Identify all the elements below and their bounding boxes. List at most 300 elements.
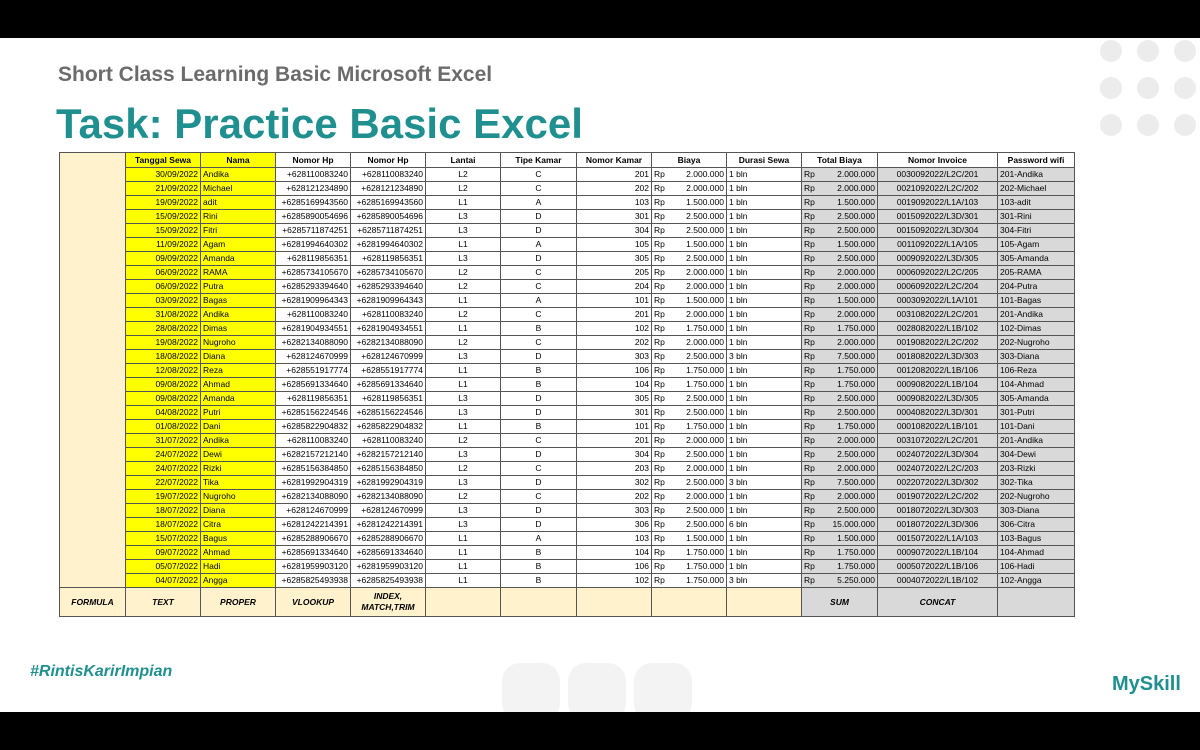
cell-tipe-kamar[interactable]: A	[501, 294, 577, 308]
cell-nomor-hp-2[interactable]: +6281959903120	[351, 560, 426, 574]
cell-biaya[interactable]	[652, 434, 727, 448]
cell-total-biaya[interactable]	[802, 504, 878, 518]
row-blank-cell[interactable]	[60, 392, 126, 406]
cell-nomor-invoice[interactable]: 0015072022/L1A/103	[878, 532, 998, 546]
cell-durasi-sewa[interactable]: 1 bln	[727, 182, 802, 196]
cell-nomor-hp[interactable]: +6282134088090	[276, 490, 351, 504]
cell-durasi-sewa[interactable]: 1 bln	[727, 448, 802, 462]
cell-nomor-hp[interactable]: +628119856351	[276, 392, 351, 406]
cell-password-wifi[interactable]: 102-Angga	[998, 574, 1075, 588]
cell-durasi-sewa[interactable]: 1 bln	[727, 168, 802, 182]
cell-nomor-hp-2[interactable]: +6281242214391	[351, 518, 426, 532]
cell-password-wifi[interactable]: 101-Dani	[998, 420, 1075, 434]
cell-nama[interactable]: Ahmad	[201, 378, 276, 392]
cell-nama[interactable]: Dimas	[201, 322, 276, 336]
cell-tanggal-sewa[interactable]: 09/09/2022	[126, 252, 201, 266]
cell-nomor-hp-2[interactable]: +628551917774	[351, 364, 426, 378]
cell-lantai[interactable]: L2	[426, 308, 501, 322]
cell-nama[interactable]: Diana	[201, 350, 276, 364]
cell-biaya[interactable]	[652, 196, 727, 210]
cell-tipe-kamar[interactable]: B	[501, 574, 577, 588]
cell-nomor-hp-2[interactable]: +628110083240	[351, 434, 426, 448]
cell-password-wifi[interactable]: 204-Putra	[998, 280, 1075, 294]
row-blank-cell[interactable]	[60, 532, 126, 546]
cell-nama[interactable]: Hadi	[201, 560, 276, 574]
cell-total-biaya[interactable]	[802, 322, 878, 336]
row-blank-cell[interactable]	[60, 168, 126, 182]
row-blank-cell[interactable]	[60, 420, 126, 434]
cell-nomor-hp[interactable]: +6285169943560	[276, 196, 351, 210]
cell-nomor-kamar[interactable]: 205	[577, 266, 652, 280]
cell-lantai[interactable]: L3	[426, 448, 501, 462]
cell-nama[interactable]: Citra	[201, 518, 276, 532]
cell-biaya[interactable]	[652, 448, 727, 462]
formula-password[interactable]	[998, 588, 1075, 617]
cell-total-biaya[interactable]	[802, 336, 878, 350]
formula-biaya[interactable]	[652, 588, 727, 617]
row-blank-cell[interactable]	[60, 364, 126, 378]
cell-biaya[interactable]	[652, 476, 727, 490]
cell-total-biaya[interactable]	[802, 434, 878, 448]
cell-nama[interactable]: Tika	[201, 476, 276, 490]
cell-tanggal-sewa[interactable]: 15/09/2022	[126, 210, 201, 224]
cell-total-biaya[interactable]	[802, 420, 878, 434]
cell-total-biaya[interactable]	[802, 476, 878, 490]
cell-nomor-hp[interactable]: +6281242214391	[276, 518, 351, 532]
row-blank-cell[interactable]	[60, 266, 126, 280]
header-durasi-sewa[interactable]: Durasi Sewa	[727, 153, 802, 168]
cell-nomor-hp-2[interactable]: +6281904934551	[351, 322, 426, 336]
cell-nomor-kamar[interactable]: 104	[577, 378, 652, 392]
formula-nama[interactable]: PROPER	[201, 588, 276, 617]
cell-tipe-kamar[interactable]: D	[501, 406, 577, 420]
header-nomor-kamar[interactable]: Nomor Kamar	[577, 153, 652, 168]
cell-nomor-hp[interactable]: +6285293394640	[276, 280, 351, 294]
cell-lantai[interactable]: L3	[426, 224, 501, 238]
cell-lantai[interactable]: L2	[426, 280, 501, 294]
cell-nomor-invoice[interactable]: 0024072022/L2C/203	[878, 462, 998, 476]
formula-hp1[interactable]: VLOOKUP	[276, 588, 351, 617]
row-blank-cell[interactable]	[60, 252, 126, 266]
cell-nomor-hp-2[interactable]: +6285288906670	[351, 532, 426, 546]
header-nomor-hp[interactable]: Nomor Hp	[276, 153, 351, 168]
cell-nomor-invoice[interactable]: 0009092022/L3D/305	[878, 252, 998, 266]
cell-nomor-kamar[interactable]: 203	[577, 462, 652, 476]
cell-nomor-hp-2[interactable]: +628119856351	[351, 252, 426, 266]
cell-total-biaya[interactable]	[802, 224, 878, 238]
cell-nomor-kamar[interactable]: 304	[577, 448, 652, 462]
cell-nomor-invoice[interactable]: 0009072022/L1B/104	[878, 546, 998, 560]
cell-password-wifi[interactable]: 304-Dewi	[998, 448, 1075, 462]
cell-tipe-kamar[interactable]: D	[501, 224, 577, 238]
cell-durasi-sewa[interactable]: 1 bln	[727, 532, 802, 546]
cell-biaya[interactable]	[652, 350, 727, 364]
cell-password-wifi[interactable]: 203-Rizki	[998, 462, 1075, 476]
cell-nomor-invoice[interactable]: 0021092022/L2C/202	[878, 182, 998, 196]
cell-tipe-kamar[interactable]: D	[501, 504, 577, 518]
cell-nomor-kamar[interactable]: 103	[577, 196, 652, 210]
cell-tanggal-sewa[interactable]: 03/09/2022	[126, 294, 201, 308]
formula-kamar[interactable]	[577, 588, 652, 617]
header-nomor-hp-2[interactable]: Nomor Hp	[351, 153, 426, 168]
cell-biaya[interactable]	[652, 322, 727, 336]
cell-nomor-kamar[interactable]: 305	[577, 252, 652, 266]
cell-nomor-hp-2[interactable]: +6285691334640	[351, 378, 426, 392]
cell-nomor-invoice[interactable]: 0015092022/L3D/304	[878, 224, 998, 238]
cell-tipe-kamar[interactable]: B	[501, 546, 577, 560]
cell-nomor-invoice[interactable]: 0003092022/L1A/101	[878, 294, 998, 308]
cell-nomor-hp-2[interactable]: +6281994640302	[351, 238, 426, 252]
cell-nomor-hp-2[interactable]: +628110083240	[351, 168, 426, 182]
cell-nomor-hp[interactable]: +628119856351	[276, 252, 351, 266]
cell-total-biaya[interactable]	[802, 294, 878, 308]
cell-nama[interactable]: Amanda	[201, 252, 276, 266]
cell-nama[interactable]: Nugroho	[201, 336, 276, 350]
cell-tanggal-sewa[interactable]: 31/07/2022	[126, 434, 201, 448]
cell-nomor-invoice[interactable]: 0019082022/L2C/202	[878, 336, 998, 350]
row-blank-cell[interactable]	[60, 462, 126, 476]
row-blank-cell[interactable]	[60, 518, 126, 532]
cell-lantai[interactable]: L2	[426, 168, 501, 182]
cell-lantai[interactable]: L1	[426, 364, 501, 378]
cell-nomor-hp-2[interactable]: +6285822904832	[351, 420, 426, 434]
cell-tanggal-sewa[interactable]: 06/09/2022	[126, 280, 201, 294]
cell-total-biaya[interactable]	[802, 182, 878, 196]
cell-total-biaya[interactable]	[802, 448, 878, 462]
cell-nomor-hp-2[interactable]: +6281909964343	[351, 294, 426, 308]
cell-tipe-kamar[interactable]: D	[501, 392, 577, 406]
cell-nomor-invoice[interactable]: 0022072022/L3D/302	[878, 476, 998, 490]
cell-nomor-hp-2[interactable]: +6285890054696	[351, 210, 426, 224]
cell-tipe-kamar[interactable]: B	[501, 378, 577, 392]
cell-nomor-kamar[interactable]: 202	[577, 336, 652, 350]
cell-password-wifi[interactable]: 303-Diana	[998, 350, 1075, 364]
cell-durasi-sewa[interactable]: 3 bln	[727, 350, 802, 364]
header-lantai[interactable]: Lantai	[426, 153, 501, 168]
cell-nama[interactable]: Rini	[201, 210, 276, 224]
cell-nomor-hp-2[interactable]: +6282157212140	[351, 448, 426, 462]
cell-tanggal-sewa[interactable]: 30/09/2022	[126, 168, 201, 182]
cell-tanggal-sewa[interactable]: 09/07/2022	[126, 546, 201, 560]
cell-nomor-kamar[interactable]: 103	[577, 532, 652, 546]
cell-tipe-kamar[interactable]: A	[501, 238, 577, 252]
cell-nomor-kamar[interactable]: 106	[577, 364, 652, 378]
cell-nomor-invoice[interactable]: 0018072022/L3D/306	[878, 518, 998, 532]
cell-nomor-invoice[interactable]: 0019092022/L1A/103	[878, 196, 998, 210]
cell-password-wifi[interactable]: 205-RAMA	[998, 266, 1075, 280]
cell-lantai[interactable]: L1	[426, 532, 501, 546]
cell-nomor-hp[interactable]: +628110083240	[276, 308, 351, 322]
cell-biaya[interactable]	[652, 252, 727, 266]
cell-nomor-hp[interactable]: +6282134088090	[276, 336, 351, 350]
header-tanggal-sewa[interactable]: Tanggal Sewa	[126, 153, 201, 168]
cell-nomor-hp-2[interactable]: +6285156224546	[351, 406, 426, 420]
row-blank-cell[interactable]	[60, 434, 126, 448]
cell-nomor-invoice[interactable]: 0006092022/L2C/204	[878, 280, 998, 294]
cell-nomor-hp-2[interactable]: +6285825493938	[351, 574, 426, 588]
cell-biaya[interactable]	[652, 462, 727, 476]
cell-password-wifi[interactable]: 106-Reza	[998, 364, 1075, 378]
cell-nama[interactable]: Nugroho	[201, 490, 276, 504]
cell-lantai[interactable]: L1	[426, 420, 501, 434]
cell-nama[interactable]: Fitri	[201, 224, 276, 238]
cell-password-wifi[interactable]: 305-Amanda	[998, 252, 1075, 266]
formula-tipe[interactable]	[501, 588, 577, 617]
cell-password-wifi[interactable]: 201-Andika	[998, 308, 1075, 322]
cell-lantai[interactable]: L2	[426, 434, 501, 448]
cell-lantai[interactable]: L2	[426, 462, 501, 476]
cell-nomor-hp-2[interactable]: +628124670999	[351, 504, 426, 518]
cell-lantai[interactable]: L1	[426, 322, 501, 336]
cell-lantai[interactable]: L1	[426, 378, 501, 392]
row-blank-cell[interactable]	[60, 224, 126, 238]
cell-lantai[interactable]: L3	[426, 350, 501, 364]
cell-password-wifi[interactable]: 101-Bagas	[998, 294, 1075, 308]
cell-nomor-invoice[interactable]: 0012082022/L1B/106	[878, 364, 998, 378]
row-blank-cell[interactable]	[60, 308, 126, 322]
cell-nomor-invoice[interactable]: 0004082022/L3D/301	[878, 406, 998, 420]
cell-nomor-hp[interactable]: +628551917774	[276, 364, 351, 378]
header-total-biaya[interactable]: Total Biaya	[802, 153, 878, 168]
cell-lantai[interactable]: L1	[426, 560, 501, 574]
cell-tanggal-sewa[interactable]: 06/09/2022	[126, 266, 201, 280]
header-nomor-invoice[interactable]: Nomor Invoice	[878, 153, 998, 168]
cell-tanggal-sewa[interactable]: 18/08/2022	[126, 350, 201, 364]
cell-nomor-invoice[interactable]: 0009082022/L3D/305	[878, 392, 998, 406]
cell-nama[interactable]: Andika	[201, 434, 276, 448]
cell-durasi-sewa[interactable]: 3 bln	[727, 574, 802, 588]
cell-lantai[interactable]: L2	[426, 182, 501, 196]
cell-biaya[interactable]	[652, 490, 727, 504]
cell-password-wifi[interactable]: 104-Ahmad	[998, 378, 1075, 392]
cell-nomor-hp[interactable]: +628110083240	[276, 168, 351, 182]
row-blank-cell[interactable]	[60, 322, 126, 336]
cell-password-wifi[interactable]: 202-Nugroho	[998, 336, 1075, 350]
cell-nomor-invoice[interactable]: 0030092022/L2C/201	[878, 168, 998, 182]
cell-biaya[interactable]	[652, 308, 727, 322]
cell-nama[interactable]: Ahmad	[201, 546, 276, 560]
cell-nama[interactable]: Amanda	[201, 392, 276, 406]
cell-nomor-kamar[interactable]: 306	[577, 518, 652, 532]
cell-nama[interactable]: Putra	[201, 280, 276, 294]
cell-biaya[interactable]	[652, 574, 727, 588]
cell-total-biaya[interactable]	[802, 518, 878, 532]
cell-nomor-hp[interactable]: +6285734105670	[276, 266, 351, 280]
cell-durasi-sewa[interactable]: 1 bln	[727, 196, 802, 210]
cell-nomor-kamar[interactable]: 201	[577, 168, 652, 182]
cell-nomor-invoice[interactable]: 0015092022/L3D/301	[878, 210, 998, 224]
cell-tanggal-sewa[interactable]: 19/08/2022	[126, 336, 201, 350]
cell-tipe-kamar[interactable]: C	[501, 266, 577, 280]
cell-password-wifi[interactable]: 102-Dimas	[998, 322, 1075, 336]
cell-nomor-invoice[interactable]: 0001082022/L1B/101	[878, 420, 998, 434]
cell-nomor-invoice[interactable]: 0006092022/L2C/205	[878, 266, 998, 280]
cell-total-biaya[interactable]	[802, 238, 878, 252]
cell-tanggal-sewa[interactable]: 11/09/2022	[126, 238, 201, 252]
cell-tanggal-sewa[interactable]: 09/08/2022	[126, 378, 201, 392]
cell-biaya[interactable]	[652, 280, 727, 294]
cell-biaya[interactable]	[652, 378, 727, 392]
cell-tanggal-sewa[interactable]: 21/09/2022	[126, 182, 201, 196]
cell-nomor-hp-2[interactable]: +628110083240	[351, 308, 426, 322]
cell-nama[interactable]: Dewi	[201, 448, 276, 462]
cell-biaya[interactable]	[652, 224, 727, 238]
cell-lantai[interactable]: L3	[426, 406, 501, 420]
cell-nomor-invoice[interactable]: 0028082022/L1B/102	[878, 322, 998, 336]
cell-durasi-sewa[interactable]: 1 bln	[727, 490, 802, 504]
cell-tipe-kamar[interactable]: D	[501, 448, 577, 462]
cell-nomor-invoice[interactable]: 0031072022/L2C/201	[878, 434, 998, 448]
cell-nomor-hp[interactable]: +6281994640302	[276, 238, 351, 252]
cell-nama[interactable]: Andika	[201, 308, 276, 322]
cell-lantai[interactable]: L3	[426, 392, 501, 406]
cell-tanggal-sewa[interactable]: 19/07/2022	[126, 490, 201, 504]
cell-nomor-invoice[interactable]: 0031082022/L2C/201	[878, 308, 998, 322]
cell-nomor-kamar[interactable]: 102	[577, 322, 652, 336]
row-blank-cell[interactable]	[60, 574, 126, 588]
cell-password-wifi[interactable]: 304-Fitri	[998, 224, 1075, 238]
cell-nama[interactable]: Putri	[201, 406, 276, 420]
cell-tipe-kamar[interactable]: A	[501, 532, 577, 546]
cell-nama[interactable]: Dani	[201, 420, 276, 434]
cell-nomor-kamar[interactable]: 303	[577, 504, 652, 518]
cell-lantai[interactable]: L1	[426, 574, 501, 588]
cell-tanggal-sewa[interactable]: 22/07/2022	[126, 476, 201, 490]
cell-tanggal-sewa[interactable]: 09/08/2022	[126, 392, 201, 406]
header-biaya[interactable]: Biaya	[652, 153, 727, 168]
cell-lantai[interactable]: L1	[426, 546, 501, 560]
row-blank-cell[interactable]	[60, 238, 126, 252]
cell-durasi-sewa[interactable]: 1 bln	[727, 322, 802, 336]
cell-biaya[interactable]	[652, 406, 727, 420]
cell-tipe-kamar[interactable]: C	[501, 168, 577, 182]
cell-tanggal-sewa[interactable]: 04/08/2022	[126, 406, 201, 420]
cell-nomor-hp[interactable]: +6285156224546	[276, 406, 351, 420]
row-blank-cell[interactable]	[60, 182, 126, 196]
row-blank-cell[interactable]	[60, 546, 126, 560]
cell-nomor-kamar[interactable]: 104	[577, 546, 652, 560]
cell-total-biaya[interactable]	[802, 308, 878, 322]
cell-durasi-sewa[interactable]: 1 bln	[727, 406, 802, 420]
cell-nomor-kamar[interactable]: 201	[577, 308, 652, 322]
cell-nomor-hp-2[interactable]: +628124670999	[351, 350, 426, 364]
cell-lantai[interactable]: L3	[426, 518, 501, 532]
cell-durasi-sewa[interactable]: 1 bln	[727, 266, 802, 280]
cell-password-wifi[interactable]: 305-Amanda	[998, 392, 1075, 406]
cell-lantai[interactable]: L1	[426, 196, 501, 210]
cell-tipe-kamar[interactable]: C	[501, 490, 577, 504]
cell-total-biaya[interactable]	[802, 546, 878, 560]
cell-nomor-hp-2[interactable]: +6285691334640	[351, 546, 426, 560]
formula-invoice[interactable]: CONCAT	[878, 588, 998, 617]
row-blank-cell[interactable]	[60, 560, 126, 574]
cell-durasi-sewa[interactable]: 1 bln	[727, 252, 802, 266]
cell-biaya[interactable]	[652, 266, 727, 280]
cell-nomor-hp[interactable]: +6285691334640	[276, 378, 351, 392]
row-blank-cell[interactable]	[60, 476, 126, 490]
cell-tanggal-sewa[interactable]: 18/07/2022	[126, 518, 201, 532]
cell-nomor-invoice[interactable]: 0019072022/L2C/202	[878, 490, 998, 504]
cell-nama[interactable]: Andika	[201, 168, 276, 182]
cell-nomor-hp[interactable]: +6281959903120	[276, 560, 351, 574]
cell-nomor-kamar[interactable]: 202	[577, 490, 652, 504]
cell-biaya[interactable]	[652, 336, 727, 350]
cell-tipe-kamar[interactable]: D	[501, 350, 577, 364]
cell-durasi-sewa[interactable]: 1 bln	[727, 364, 802, 378]
cell-durasi-sewa[interactable]: 6 bln	[727, 518, 802, 532]
formula-lantai[interactable]	[426, 588, 501, 617]
cell-total-biaya[interactable]	[802, 378, 878, 392]
cell-total-biaya[interactable]	[802, 462, 878, 476]
cell-tanggal-sewa[interactable]: 18/07/2022	[126, 504, 201, 518]
cell-nama[interactable]: Bagas	[201, 294, 276, 308]
cell-nama[interactable]: adit	[201, 196, 276, 210]
row-blank-cell[interactable]	[60, 196, 126, 210]
cell-total-biaya[interactable]	[802, 574, 878, 588]
cell-nomor-hp[interactable]: +6285156384850	[276, 462, 351, 476]
cell-nomor-hp[interactable]: +6285691334640	[276, 546, 351, 560]
cell-tipe-kamar[interactable]: D	[501, 476, 577, 490]
cell-total-biaya[interactable]	[802, 168, 878, 182]
cell-tanggal-sewa[interactable]: 31/08/2022	[126, 308, 201, 322]
cell-nomor-hp[interactable]: +6282157212140	[276, 448, 351, 462]
cell-nomor-hp-2[interactable]: +6285169943560	[351, 196, 426, 210]
cell-total-biaya[interactable]	[802, 532, 878, 546]
cell-nama[interactable]: Michael	[201, 182, 276, 196]
cell-tanggal-sewa[interactable]: 24/07/2022	[126, 462, 201, 476]
cell-tanggal-sewa[interactable]: 19/09/2022	[126, 196, 201, 210]
formula-label[interactable]: FORMULA	[60, 588, 126, 617]
cell-password-wifi[interactable]: 105-Agam	[998, 238, 1075, 252]
cell-password-wifi[interactable]: 201-Andika	[998, 434, 1075, 448]
cell-nomor-kamar[interactable]: 106	[577, 560, 652, 574]
cell-nomor-kamar[interactable]: 201	[577, 434, 652, 448]
cell-durasi-sewa[interactable]: 1 bln	[727, 378, 802, 392]
cell-biaya[interactable]	[652, 560, 727, 574]
cell-nomor-hp-2[interactable]: +6285156384850	[351, 462, 426, 476]
cell-total-biaya[interactable]	[802, 364, 878, 378]
cell-password-wifi[interactable]: 106-Hadi	[998, 560, 1075, 574]
cell-durasi-sewa[interactable]: 1 bln	[727, 294, 802, 308]
cell-lantai[interactable]: L1	[426, 294, 501, 308]
cell-nomor-hp-2[interactable]: +6285711874251	[351, 224, 426, 238]
cell-nama[interactable]: Agam	[201, 238, 276, 252]
cell-nomor-hp[interactable]: +6281904934551	[276, 322, 351, 336]
formula-durasi[interactable]	[727, 588, 802, 617]
cell-nomor-hp[interactable]: +628110083240	[276, 434, 351, 448]
cell-password-wifi[interactable]: 301-Putri	[998, 406, 1075, 420]
cell-nomor-invoice[interactable]: 0009082022/L1B/104	[878, 378, 998, 392]
cell-password-wifi[interactable]: 302-Tika	[998, 476, 1075, 490]
row-blank-cell[interactable]	[60, 210, 126, 224]
cell-tipe-kamar[interactable]: B	[501, 420, 577, 434]
cell-nomor-hp[interactable]: +6285822904832	[276, 420, 351, 434]
cell-nomor-hp[interactable]: +628124670999	[276, 350, 351, 364]
cell-nomor-kamar[interactable]: 204	[577, 280, 652, 294]
cell-biaya[interactable]	[652, 182, 727, 196]
cell-lantai[interactable]: L3	[426, 210, 501, 224]
cell-total-biaya[interactable]	[802, 406, 878, 420]
cell-durasi-sewa[interactable]: 1 bln	[727, 336, 802, 350]
cell-nomor-kamar[interactable]: 101	[577, 294, 652, 308]
cell-nomor-hp-2[interactable]: +6282134088090	[351, 336, 426, 350]
cell-biaya[interactable]	[652, 518, 727, 532]
cell-tipe-kamar[interactable]: C	[501, 336, 577, 350]
cell-tanggal-sewa[interactable]: 12/08/2022	[126, 364, 201, 378]
cell-lantai[interactable]: L2	[426, 490, 501, 504]
cell-biaya[interactable]	[652, 392, 727, 406]
row-blank-cell[interactable]	[60, 448, 126, 462]
